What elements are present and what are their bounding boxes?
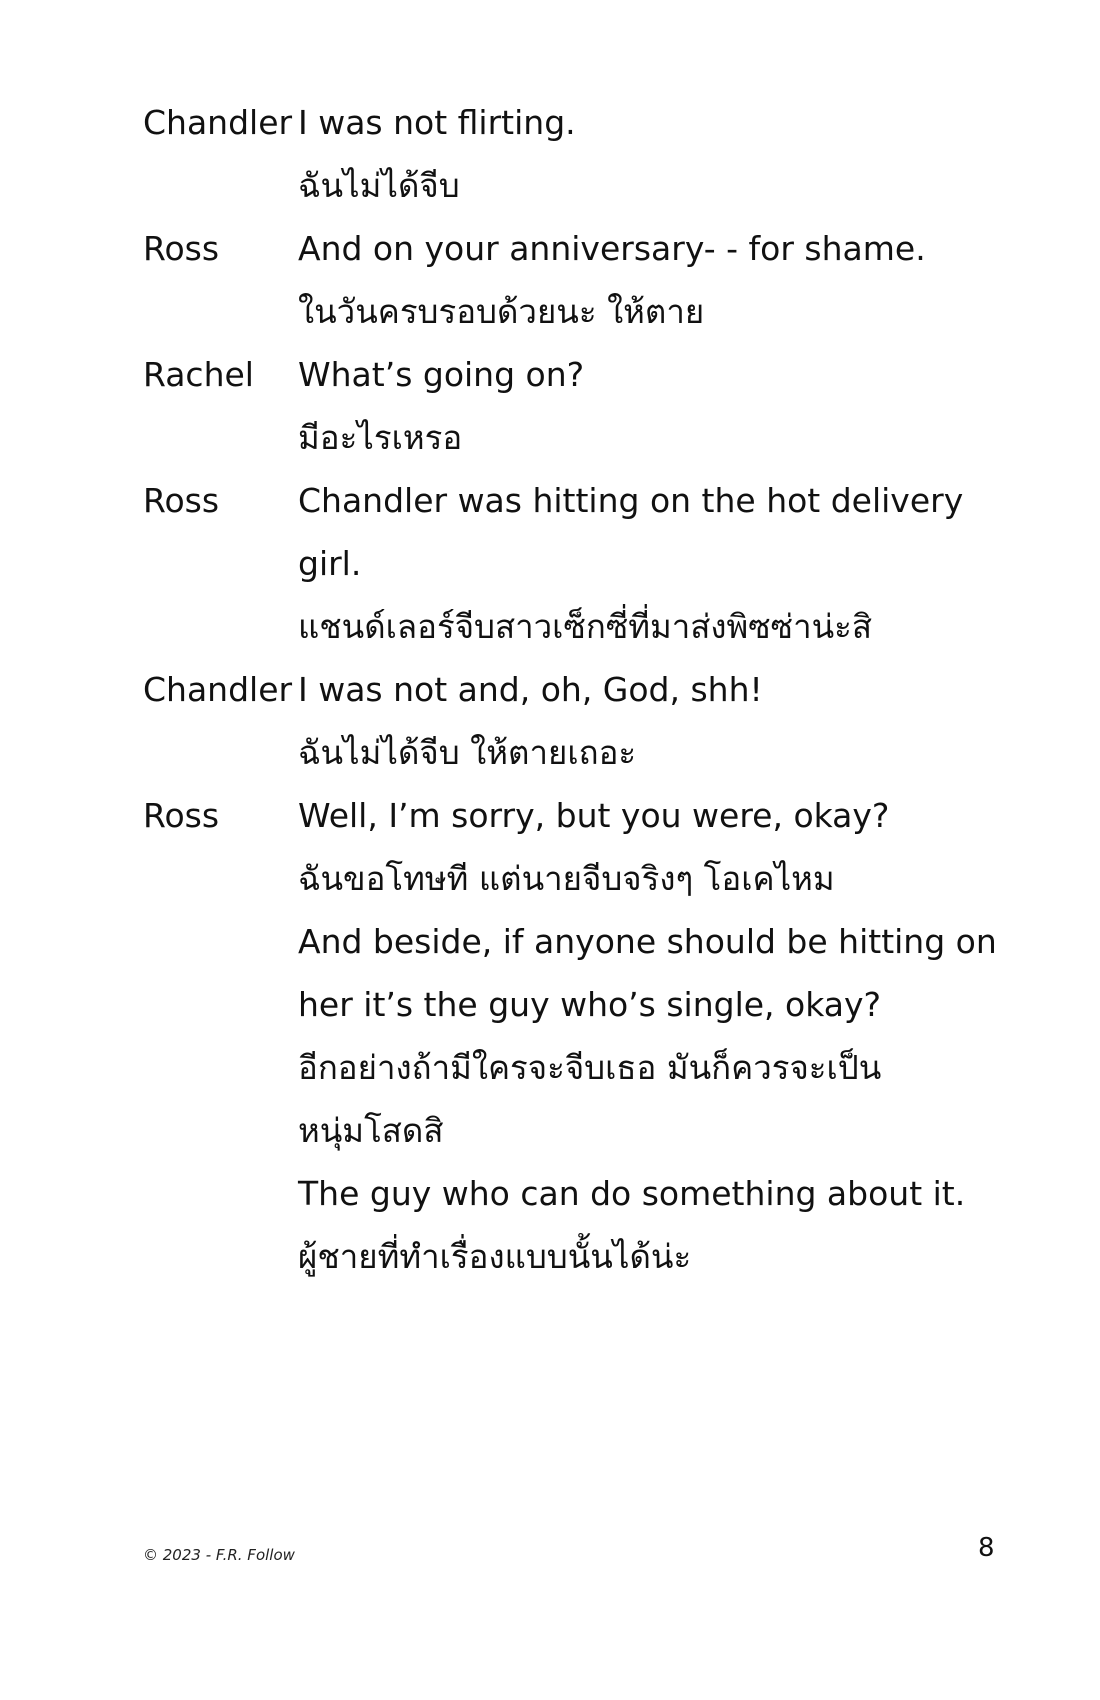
thai-line: มีอะไรเหรอ xyxy=(298,418,463,457)
thai-line: ฉันขอโทษที แต่นายจีบจริงๆ โอเคไหม xyxy=(298,859,835,898)
english-line: Well, I’m sorry, but you were, okay? xyxy=(298,796,890,835)
thai-line: หนุ่มโสดสิ xyxy=(298,1111,444,1150)
speaker-name: Ross xyxy=(143,229,220,268)
speaker-name: Chandler xyxy=(143,103,293,142)
english-line: What’s going on? xyxy=(298,355,585,394)
english-line: I was not and, oh, God, shh! xyxy=(298,670,763,709)
english-line: The guy who can do something about it. xyxy=(298,1174,966,1213)
thai-line: ผู้ชายที่ทำเรื่องแบบนั้นได้น่ะ xyxy=(298,1237,692,1276)
speaker-name: Chandler xyxy=(143,670,293,709)
english-line: her it’s the guy who’s single, okay? xyxy=(298,985,882,1024)
thai-line: ฉันไม่ได้จีบ ให้ตายเถอะ xyxy=(298,733,637,772)
english-line: And on your anniversary- - for shame. xyxy=(298,229,926,268)
english-line: I was not flirting. xyxy=(298,103,576,142)
speaker-name: Ross xyxy=(143,481,220,520)
speaker-name: Ross xyxy=(143,796,220,835)
thai-line: แชนด์เลอร์จีบสาวเซ็กซี่ที่มาส่งพิซซ่าน่ะสิ xyxy=(298,607,873,646)
thai-line: อีกอย่างถ้ามีใครจะจีบเธอ มันก็ควรจะเป็น xyxy=(298,1048,882,1087)
thai-line: ฉันไม่ได้จีบ xyxy=(298,166,460,205)
english-line: girl. xyxy=(298,544,362,583)
speaker-name: Rachel xyxy=(143,355,254,394)
page-number: 8 xyxy=(978,1533,995,1563)
english-line: And beside, if anyone should be hitting on xyxy=(298,922,997,961)
copyright-notice: © 2023 - F.R. Follow xyxy=(143,1546,295,1564)
english-line: Chandler was hitting on the hot delivery xyxy=(298,481,964,520)
thai-line: ในวันครบรอบด้วยนะ ให้ตาย xyxy=(298,292,705,331)
